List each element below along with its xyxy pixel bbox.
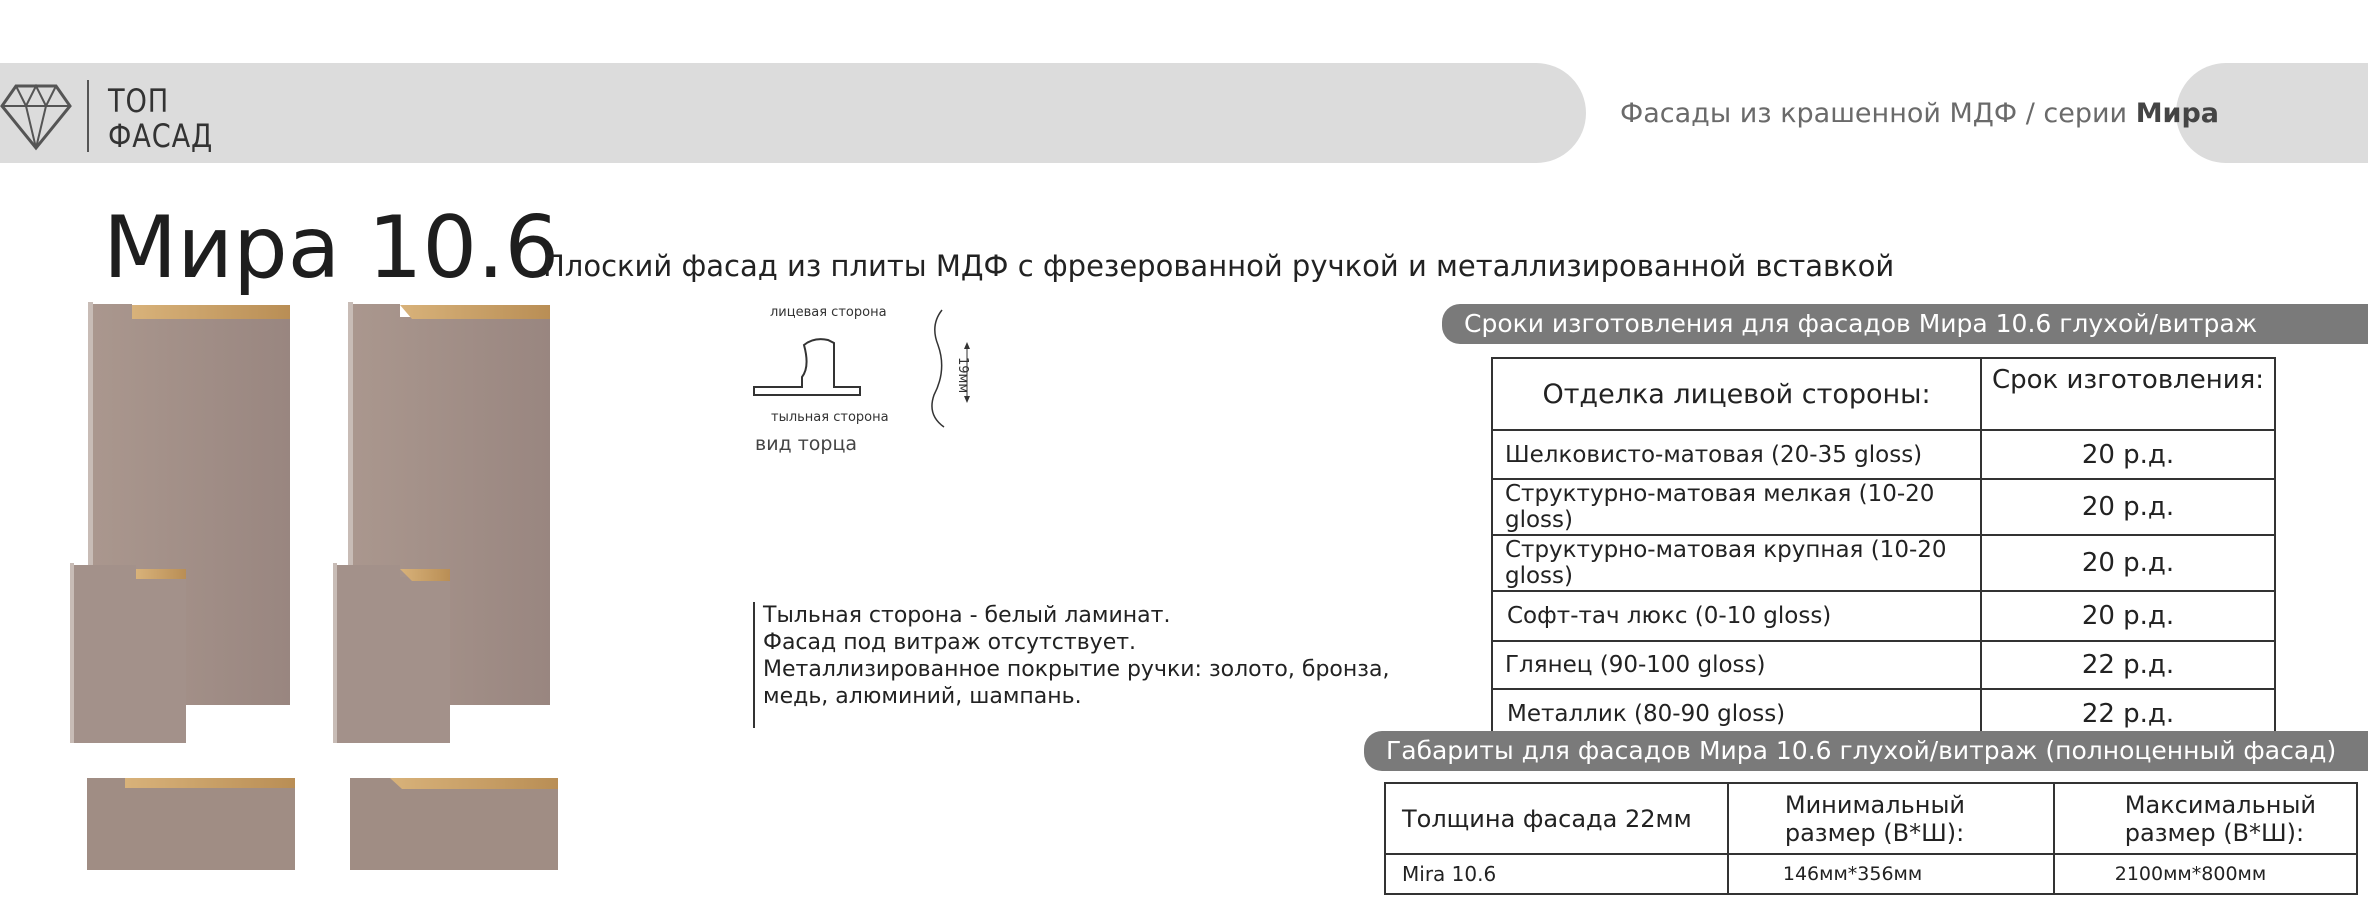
lead-times-table [1491, 357, 2276, 740]
table-row [1385, 854, 2357, 894]
facade-illustrations [60, 295, 580, 910]
back-side-label: тыльная сторона [771, 410, 889, 425]
finish-cell: Шелковисто-матовая (20-35 gloss) [1492, 430, 1981, 479]
time-cell: 20 р.д. [1981, 479, 2275, 535]
logo-separator [87, 80, 89, 152]
series-breadcrumb [1620, 98, 2219, 129]
facade-small-right [333, 563, 450, 743]
notes-block [753, 602, 1390, 728]
table-row [1492, 479, 2275, 535]
series-name: Мира [2135, 98, 2220, 129]
col-min-header: Минимальный размер (В*Ш): [1728, 783, 2054, 854]
facade-small-left [70, 563, 186, 743]
table-row [1492, 591, 2275, 641]
drawer-front-right [350, 778, 558, 870]
time-cell: 20 р.д. [1981, 591, 2275, 641]
note-line: Фасад под витраж отсутствует. [763, 630, 1137, 655]
logo-line-2: ФАСАД [108, 117, 214, 155]
note-line: Металлизированное покрытие ручки: золото, бронза, [763, 657, 1390, 682]
finish-cell: Софт-тач люкс (0-10 gloss) [1492, 591, 1981, 641]
note-line: Тыльная сторона - белый ламинат. [763, 603, 1171, 628]
handle-insert-small [136, 569, 186, 579]
page-subtitle: Плоский фасад из плиты МДФ с фрезерованной ручкой и металлизированной вставкой [543, 249, 1895, 283]
page-title: Мира 10.6 [103, 198, 560, 298]
col-max-header: Максимальный размер (В*Ш): [2054, 783, 2357, 854]
drawer-front-left [87, 778, 295, 870]
time-cell: 22 р.д. [1981, 641, 2275, 689]
handle-insert [132, 305, 290, 319]
min-size-cell: 146мм*356мм [1728, 854, 2054, 894]
time-cell: 22 р.д. [1981, 689, 2275, 739]
logo-line-1: ТОП [108, 82, 170, 120]
col-time-header: Срок изготовления: [1981, 358, 2275, 430]
note-line: медь, алюминий, шампань. [763, 684, 1082, 709]
finish-cell: Структурно-матовая крупная (10-20 gloss) [1492, 535, 1981, 591]
finish-cell: Металлик (80-90 gloss) [1492, 689, 1981, 739]
dimensions-table [1384, 782, 2358, 895]
thickness-label: 19мм [955, 357, 970, 394]
table-header-row [1492, 358, 2275, 430]
lead-times-heading: Сроки изготовления для фасадов Мира 10.6 глухой/витраж [1442, 304, 2368, 344]
dimensions-heading: Габариты для фасадов Мира 10.6 глухой/витраж (полноценный фасад) [1364, 731, 2368, 771]
table-row [1492, 430, 2275, 479]
series-prefix: Фасады из крашенной МДФ / серии [1620, 98, 2128, 129]
max-size-cell: 2100мм*800мм [2054, 854, 2357, 894]
diamond-logo-icon [0, 80, 72, 152]
col-thickness-header: Толщина фасада 22мм [1385, 783, 1728, 854]
time-cell: 20 р.д. [1981, 430, 2275, 479]
finish-cell: Структурно-матовая мелкая (10-20 gloss) [1492, 479, 1981, 535]
edge-view-caption: вид торца [755, 433, 858, 455]
header-bar [0, 63, 1586, 163]
table-row [1492, 641, 2275, 689]
handle-insert-angled [400, 305, 550, 319]
table-header-row [1385, 783, 2357, 854]
time-cell: 20 р.д. [1981, 535, 2275, 591]
finish-cell: Глянец (90-100 gloss) [1492, 641, 1981, 689]
model-cell: Mira 10.6 [1385, 854, 1728, 894]
col-finish-header: Отделка лицевой стороны: [1492, 358, 1981, 430]
front-side-label: лицевая сторона [770, 305, 887, 320]
table-row [1492, 535, 2275, 591]
